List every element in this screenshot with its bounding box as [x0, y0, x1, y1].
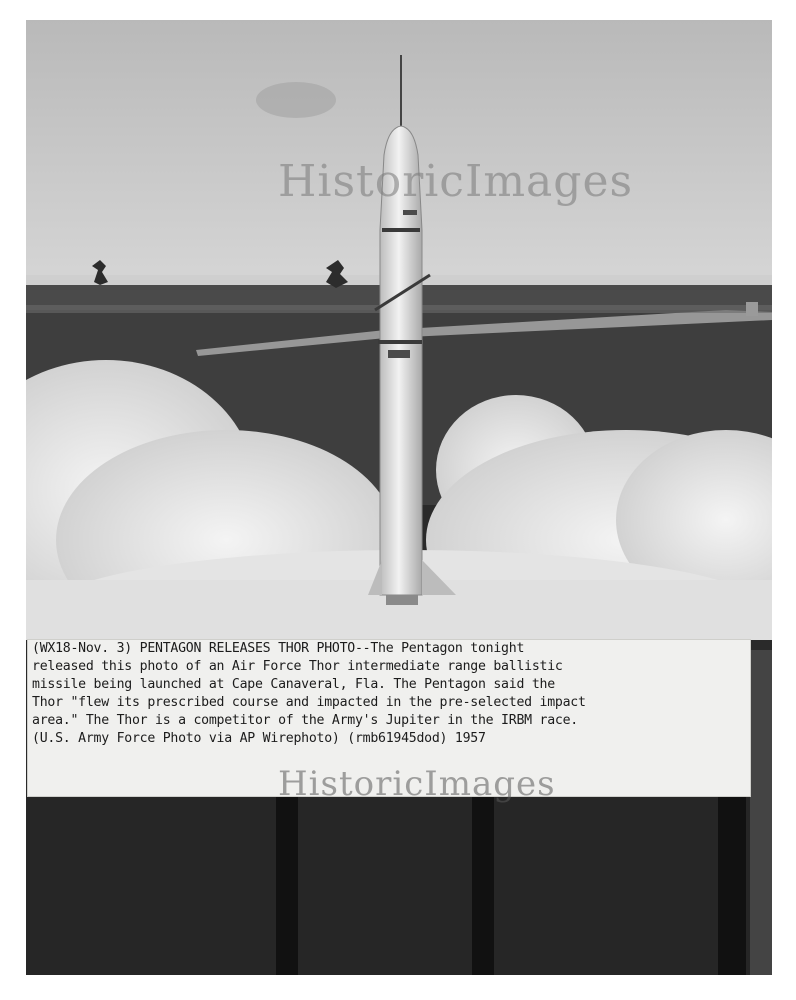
caption-line: (U.S. Army Force Photo via AP Wirephoto) (rmb61945dod) 1957: [32, 731, 486, 746]
lower-scene: [26, 796, 772, 975]
caption-text: [32, 640, 748, 748]
caption-line: released this photo of an Air Force Thor intermediate range ballistic: [32, 659, 563, 674]
caption-line: missile being launched at Cape Canaveral, Fla. The Pentagon said the: [32, 677, 555, 692]
caption-line: (WX18-Nov. 3) PENTAGON RELEASES THOR PHOTO--The Pentagon tonight: [32, 641, 525, 656]
watermark-bottom: HistoricImages: [278, 764, 556, 804]
caption-line: Thor "flew its prescribed course and impacted in the pre-selected impact: [32, 695, 586, 710]
caption-line: area." The Thor is a competitor of the Army's Jupiter in the IRBM race.: [32, 713, 578, 728]
watermark-top: HistoricImages: [278, 156, 634, 207]
